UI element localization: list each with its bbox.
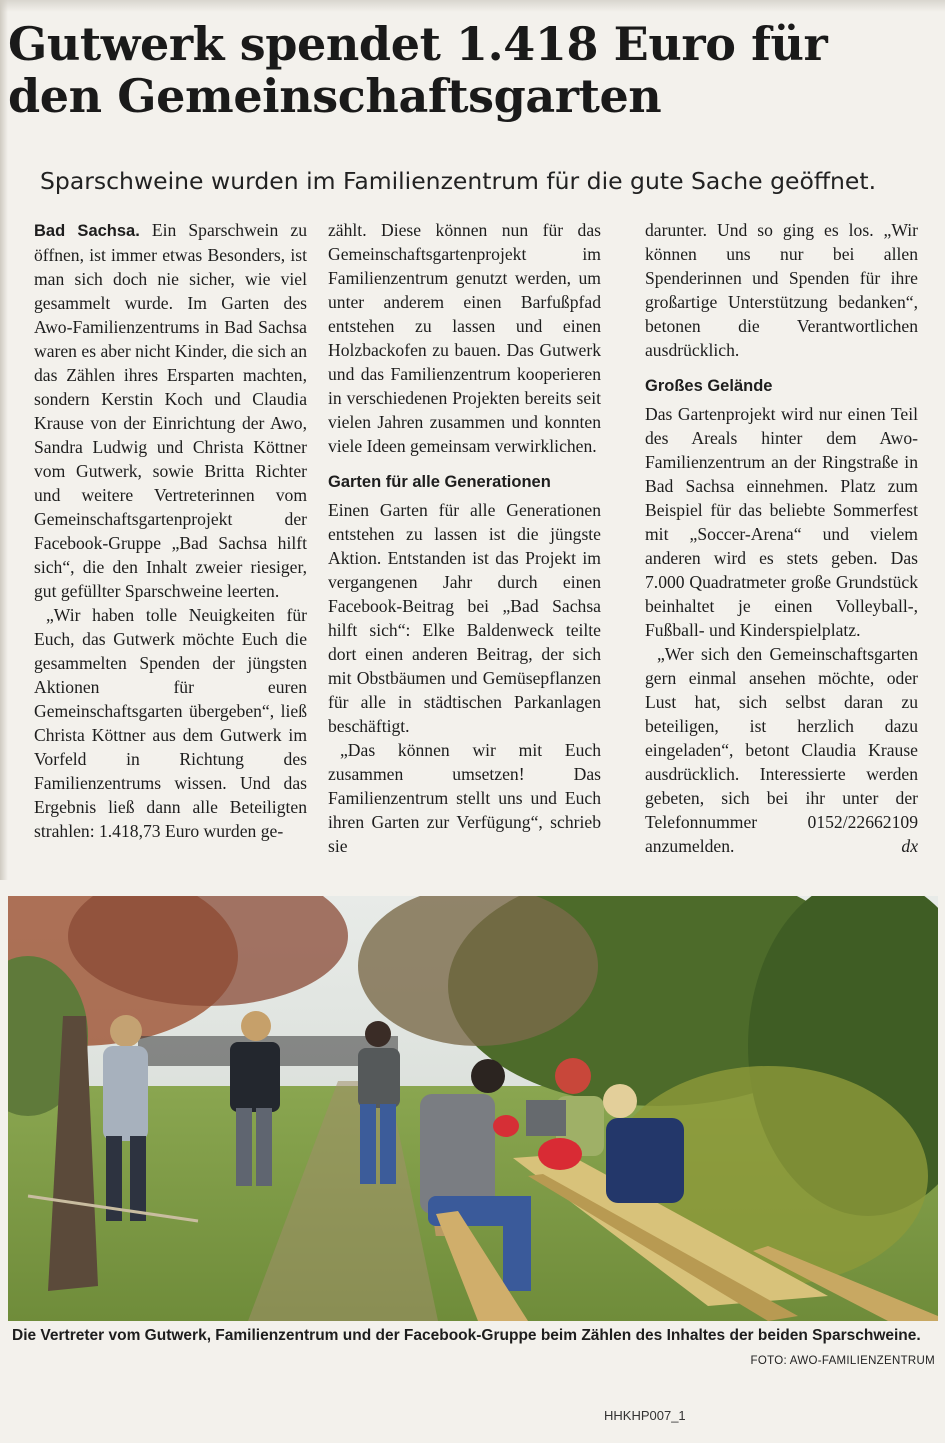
subheadline: Sparschweine wurden im Familienzentrum für die gute Sache geöffnet. [40, 167, 877, 195]
subheading-grounds: Großes Gelände [645, 377, 773, 395]
paragraph-quote-2: „Das können wir mit Euch zusammen umsetzen! Das Familienzentrum stellt uns und Euch ihren Garten zur Verfügung“, schrieb sie [328, 740, 601, 856]
paragraph-continuation: zählt. Diese können nun für das Gemeinschaftsgartenprojekt im Familienzentrum genutzt werden, um unter anderem einen Barfußpfad entstehen zu lassen und einen Holzbackofen zu bauen. Das Gutwerk und das Familienzentrum kooperieren in verschiedenen Projekten bereits seit vielen Jahren zusammen und konnten viele Ideen gemeinsam verwirklichen. [328, 220, 601, 456]
garden-scene-illustration [8, 896, 938, 1321]
article-column-3 [645, 218, 918, 858]
article-photo [8, 896, 938, 1321]
headline: Gutwerk spendet 1.418 Euro für den Gemeinschaftsgarten [8, 17, 828, 123]
left-edge-bleed [0, 0, 8, 880]
paragraph-project-origin: Einen Garten für alle Generationen entstehen zu lassen ist die jüngste Aktion. Entstanden ist das Projekt im vergangenen Jahr durch einen Facebook-Beitrag bei „Bad Sachsa hilft sich“: Elke Baldenweck teilte dort einen anderen Beitrag, der sich mit Obstbäumen und Gemüsepflanzen für alle in städtischen Parkanlagen beschäftigt. [328, 500, 601, 736]
photo-credit: FOTO: AWO-FAMILIENZENTRUM [750, 1355, 935, 1367]
paragraph-grounds: Das Gartenprojekt wird nur einen Teil des Areals hinter dem Awo-Familienzentrum an der Ringstraße in Bad Sachsa einnehmen. Platz zum Beispiel für das beliebte Sommerfest mit „Soccer-Arena“ und vielem anderen wird es stets geben. Das 7.000 Quadratmeter große Grundstück beinhaltet je einen Volleyball-, Fußball- und Kinderspielplatz. [645, 404, 918, 640]
paragraph-intro-text: Ein Sparschwein zu öffnen, ist immer etwas Besonders, ist man sich doch nie sicher, wie viel gesammelt wurde. Im Garten des Awo-Familienzentrums in Bad Sachsa waren es aber nicht Kinder, die sich an das Zählen ihres Ersparten machten, sondern Kerstin Koch und Claudia Krause von der Einrichtung der Awo, Sandra Ludwig und Christa Köttner vom Gutwerk, sowie Britta Richter und weitere Vertreterinnen vom Gemeinschaftsgartenprojekt der Facebook-Gruppe „Bad Sachsa hilft sich“, die den Inhalt zweier riesiger, gut gefüllter Sparschweine leerten. [34, 220, 307, 601]
page-code: HHKHP007_1 [604, 1408, 686, 1423]
author-initials: dx [901, 836, 918, 856]
article-column-2 [328, 218, 601, 858]
photo-caption: Die Vertreter vom Gutwerk, Familienzentrum und der Facebook-Gruppe beim Zählen des Inhaltes der beiden Sparschweine. [12, 1327, 921, 1344]
subheading-generations: Garten für alle Generationen [328, 473, 551, 491]
paragraph-thanks: darunter. Und so ging es los. „Wir können uns nur bei allen Spenderinnen und Spenden für ihre großartige Unterstützung bedanken“, betonen die Verantwortlichen ausdrücklich. [645, 220, 918, 360]
paragraph-quote: „Wir haben tolle Neuigkeiten für Euch, das Gutwerk möchte Euch die gesammelten Spenden der jüngsten Aktionen für euren Gemeinschaftsgarten übergeben“, ließ Christa Köttner aus dem Gutwerk im Vorfeld in Richtung des Familienzentrums wissen. Und das Ergebnis ließ dann alle Beteiligten strahlen: 1.418,73 Euro wurden ge- [34, 605, 307, 841]
top-edge-bleed [0, 0, 945, 12]
paragraph-contact-text: „Wer sich den Gemeinschaftsgarten gern einmal ansehen möchte, oder Lust hat, sich selbst daran zu beteiligen, ist herzlich dazu eingeladen“, betont Claudia Krause ausdrücklich. Interessierte werden gebeten, sich bei ihr unter der Telefonnummer 0152/22662109 anzumelden. [645, 644, 918, 856]
paragraph-intro [34, 218, 307, 603]
dateline: Bad Sachsa. [34, 222, 140, 240]
paragraph-contact [645, 642, 918, 858]
piggy-bank-2 [538, 1138, 582, 1170]
article-column-1 [34, 218, 307, 843]
piggy-bank-1 [493, 1115, 519, 1137]
